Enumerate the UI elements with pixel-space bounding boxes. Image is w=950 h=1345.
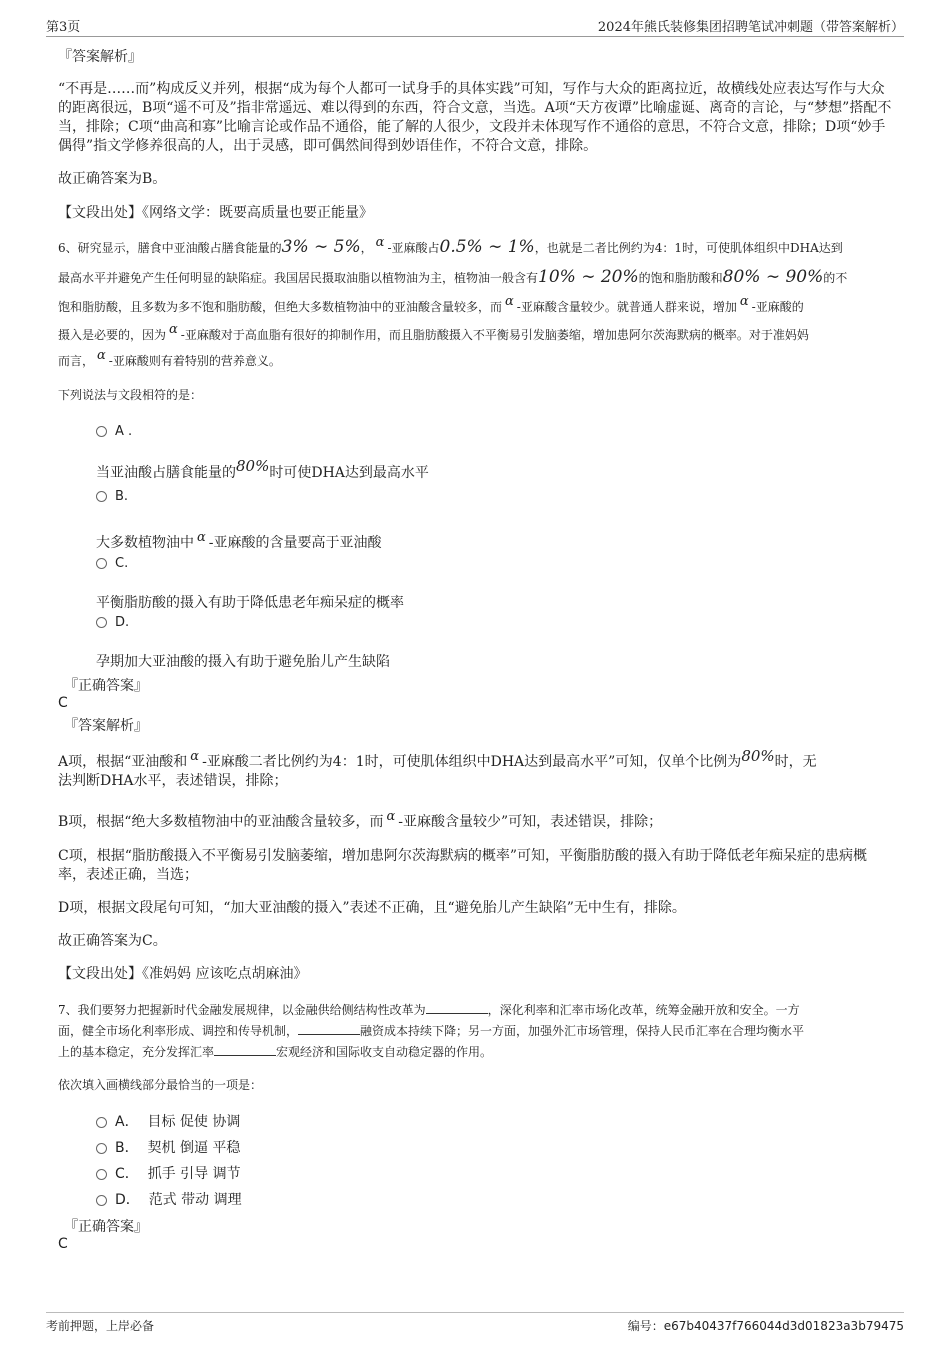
alpha-symbol: α bbox=[97, 348, 106, 363]
q6-option-b[interactable]: B. bbox=[96, 489, 128, 504]
q5-analysis-text: “不再是……而”构成反义并列，根据“成为每个人都可一试身手的具体实践”可知，写作与大众的距离拉近，故横线处应表达写作与大众的距离很远，B项“遥不可及”指非常遥远、难以得到的东西，符合文意，当选。A项“天方夜谭”比喻虚诞、离奇的言论，与“梦想”搭配不当，排除；C项“曲高和寡”比喻言论或作品不通俗，能了解的人很少，文段并未体现写作不通俗的意思，不符合文意，排除；D项“妙手偶得”指文学修养很高的人，出于灵感，即可偶然间得到妙语佳作，不符合文意，排除。 bbox=[58, 81, 892, 154]
q6-analysis-b: B项，根据“绝大多数植物油中的亚油酸含量较多，而 α -亚麻酸含量较少”可知，表述错误，排除； bbox=[58, 809, 663, 830]
alpha-symbol: α bbox=[169, 322, 178, 337]
blank-3 bbox=[214, 1043, 276, 1056]
q6-analysis-label: 『答案解析』 bbox=[64, 718, 148, 734]
alpha-symbol: α bbox=[505, 294, 514, 309]
page-footer bbox=[46, 1312, 904, 1333]
alpha-symbol: α bbox=[190, 749, 200, 764]
q7-option-c[interactable]: C． 抓手 引导 调节 bbox=[96, 1163, 241, 1183]
footer-slogan: 考前押题，上岸必备 bbox=[46, 1319, 155, 1333]
q5-analysis-label: 『答案解析』 bbox=[58, 49, 142, 65]
q6-stem-line4: 摄入是必要的，因为 α -亚麻酸对于高血脂有很好的抑制作用，而且脂肪酸摄入不平衡易引发脑萎缩，增加患阿尔茨海默病的概率。对于准妈妈 bbox=[58, 322, 809, 342]
q6-source: 【文段出处】《准妈妈 应该吃点胡麻油》 bbox=[58, 966, 308, 982]
page-number: 第3页 bbox=[46, 20, 81, 35]
radio-icon[interactable] bbox=[96, 617, 107, 628]
q6-analysis-a: A项，根据“亚油酸和 α -亚麻酸二者比例约为4：1时，可使肌体组织中DHA达到最高水平”可知，仅单个比例为80%时，无 法判断DHA水平，表述错误，排除； bbox=[58, 747, 817, 789]
q6-stem-line2: 最高水平并避免产生任何明显的缺陷症。我国居民摄取油脂以植物油为主，植物油一般含有10% ∼ 20%的饱和脂肪酸和80% ∼ 90%的不 bbox=[58, 267, 848, 287]
document-title: 2024年熊氏装修集团招聘笔试冲刺题（带答案解析） bbox=[597, 20, 904, 35]
q6-analysis-d: D项，根据文段尾句可知，“加大亚油酸的摄入”表述不正确，且“避免胎儿产生缺陷”无中生有，排除。 bbox=[58, 900, 686, 916]
q6-math-1: 3% ∼ 5% bbox=[281, 237, 361, 257]
q6-math-3: 10% ∼ 20% bbox=[538, 267, 639, 287]
q6-math-2: 0.5% ∼ 1% bbox=[439, 237, 535, 257]
alpha-symbol: α bbox=[386, 809, 396, 824]
q6-option-d-text: 孕期加大亚油酸的摄入有助于避免胎儿产生缺陷 bbox=[96, 654, 390, 670]
radio-icon[interactable] bbox=[96, 426, 107, 437]
radio-icon[interactable] bbox=[96, 558, 107, 569]
q6-analysis-c: C项，根据“脂肪酸摄入不平衡易引发脑萎缩，增加患阿尔茨海默病的概率”可知，平衡脂肪酸的摄入有助于降低老年痴呆症的患病概率，表述正确，当选； bbox=[58, 848, 868, 883]
q6-option-b-text: 大多数植物油中 α -亚麻酸的含量要高于亚油酸 bbox=[96, 530, 382, 551]
q7-option-d[interactable]: D． 范式 带动 调理 bbox=[96, 1189, 242, 1209]
q7-prompt: 依次填入画横线部分最恰当的一项是： bbox=[58, 1078, 263, 1092]
q6-option-c-text: 平衡脂肪酸的摄入有助于降低患老年痴呆症的概率 bbox=[96, 595, 404, 611]
q6-math-4: 80% ∼ 90% bbox=[722, 267, 824, 287]
blank-2 bbox=[298, 1022, 360, 1035]
page-header bbox=[46, 14, 904, 37]
q6-option-a[interactable]: A . bbox=[96, 424, 132, 439]
q5-conclusion: 故正确答案为B。 bbox=[58, 171, 167, 187]
q6-answer: C bbox=[58, 695, 68, 711]
alpha-symbol: α bbox=[375, 235, 385, 250]
q6-conclusion: 故正确答案为C。 bbox=[58, 933, 167, 949]
q6-stem-line1: 6、研究显示，膳食中亚油酸占膳食能量的3% ∼ 5%， α -亚麻酸占0.5% ∼ 1%，也就是二者比例约为4：1时，可使肌体组织中DHA达到 bbox=[58, 235, 843, 257]
q7-stem-line3: 上的基本稳定，充分发挥汇率 宏观经济和国际收支自动稳定器的作用。 bbox=[58, 1045, 493, 1059]
q7-answer: C bbox=[58, 1236, 68, 1252]
radio-icon[interactable] bbox=[96, 1117, 107, 1128]
q7-answer-label: 『正确答案』 bbox=[64, 1219, 148, 1235]
blank-1 bbox=[426, 1001, 488, 1014]
alpha-symbol: α bbox=[197, 530, 206, 545]
q7-stem-line2: 面，健全市场化利率形成、调控和传导机制， 融资成本持续下降；另一方面，加强外汇市场管理，保持人民币汇率在合理均衡水平 bbox=[58, 1024, 805, 1038]
q6-option-c[interactable]: C. bbox=[96, 556, 128, 571]
q6-option-d[interactable]: D. bbox=[96, 615, 129, 630]
radio-icon[interactable] bbox=[96, 1195, 107, 1206]
q6-answer-label: 『正确答案』 bbox=[64, 678, 148, 694]
radio-icon[interactable] bbox=[96, 491, 107, 502]
q6-option-a-text: 当亚油酸占膳食能量的80%时可使DHA达到最高水平 bbox=[96, 457, 429, 481]
q5-source: 【文段出处】《网络文学：既要高质量也要正能量》 bbox=[58, 205, 373, 221]
q6-stem-line5: 而言， α -亚麻酸则有着特别的营养意义。 bbox=[58, 348, 281, 368]
q7-option-b[interactable]: B． 契机 倒逼 平稳 bbox=[96, 1137, 240, 1157]
alpha-symbol: α bbox=[739, 294, 749, 309]
q7-option-a[interactable]: A． 目标 促使 协调 bbox=[96, 1111, 240, 1131]
q6-prompt: 下列说法与文段相符的是： bbox=[58, 388, 203, 402]
radio-icon[interactable] bbox=[96, 1143, 107, 1154]
footer-id: 编号：e67b40437f766044d3d01823a3b79475 bbox=[627, 1319, 904, 1333]
radio-icon[interactable] bbox=[96, 1169, 107, 1180]
q7-stem-line1: 7、我们要努力把握新时代金融发展规律，以金融供给侧结构性改革为 ，深化利率和汇率市场化改革，统筹金融开放和安全。一方 bbox=[58, 1003, 800, 1017]
q6-stem-line3: 饱和脂肪酸，且多数为多不饱和脂肪酸，但绝大多数植物油中的亚油酸含量较多，而 α -亚麻酸含量较少。就普通人群来说，增加 α -亚麻酸的 bbox=[58, 294, 804, 314]
